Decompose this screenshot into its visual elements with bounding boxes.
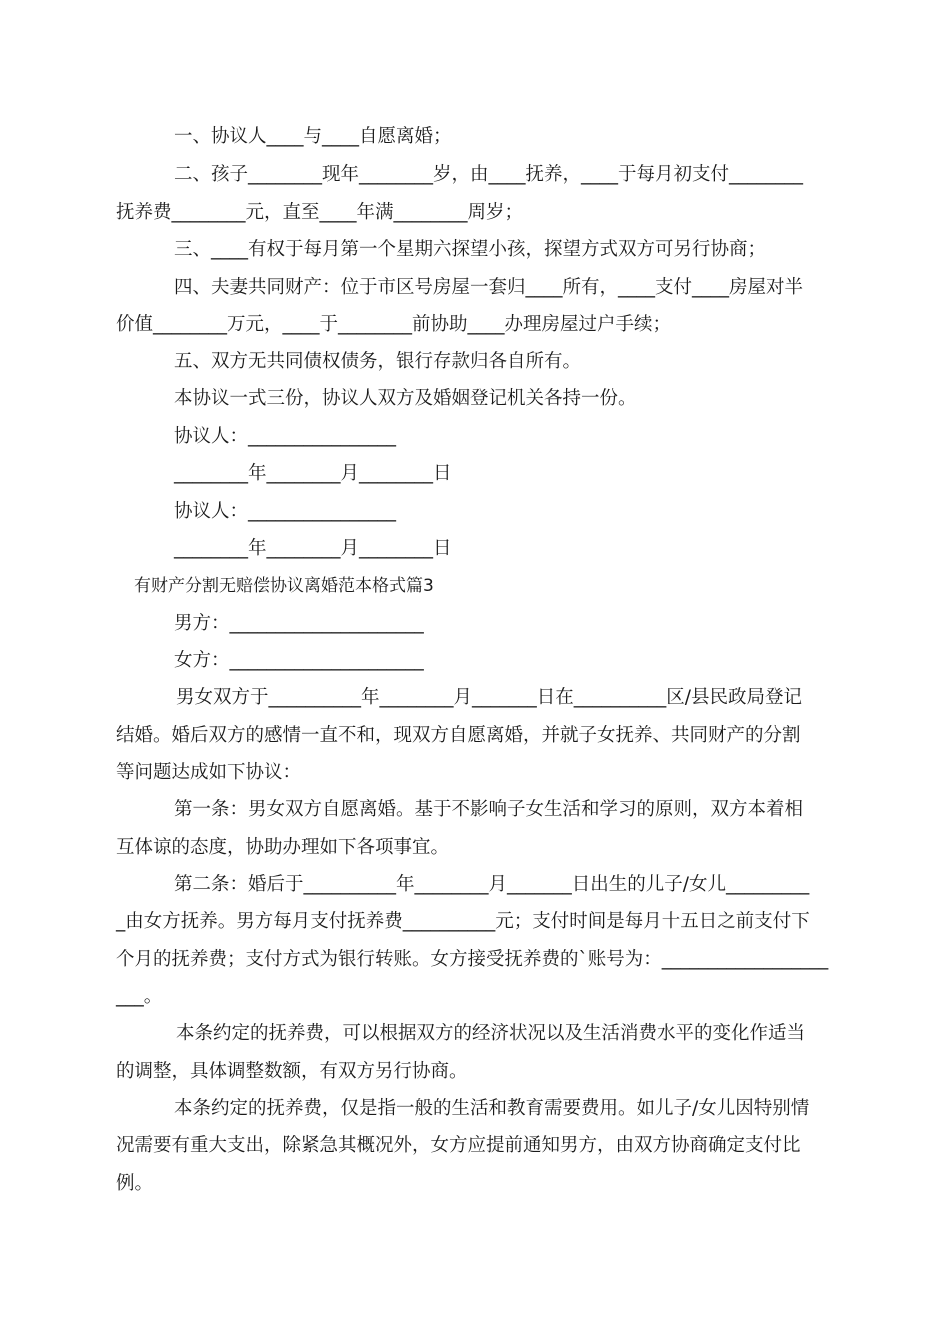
marriage-registration-line-1: 男女双方于__________年________月_______日在__________区/县民政局登记 xyxy=(176,687,802,708)
male-party-field: 男方：_____________________ xyxy=(174,613,424,634)
copies-statement: 本协议一式三份，协议人双方及婚姻登记机关各持一份。 xyxy=(174,388,637,409)
support-scope-line-2: 况需要有重大支出，除紧急其概况外，女方应提前通知男方，由双方协商确定支付比 xyxy=(116,1135,801,1156)
marriage-registration-line-3: 等问题达成如下协议： xyxy=(116,762,302,783)
clause-2-child-line-2: 抚养费________元，直至____年满________周岁； xyxy=(116,202,524,223)
clause-3-visitation: 三、____有权于每月第一个星期六探望小孩，探望方式双方可另行协商； xyxy=(174,239,767,260)
clause-5-debts: 五、双方无共同债权债务，银行存款归各自所有。 xyxy=(174,351,582,372)
article-2-line-2: _由女方抚养。男方每月支付抚养费__________元；支付时间是每月十五日之前支付下 xyxy=(116,911,810,932)
support-adjustment-line-1: 本条约定的抚养费，可以根据双方的经济状况以及生活消费水平的变化作适当 xyxy=(176,1023,806,1044)
support-scope-line-1: 本条约定的抚养费，仅是指一般的生活和教育需要费用。如儿子/女儿因特别情 xyxy=(174,1098,810,1119)
article-2-line-1: 第二条：婚后于__________年________月_______日出生的儿子/女儿_________ xyxy=(174,874,810,895)
clause-4-property-line-1: 四、夫妻共同财产：位于市区号房屋一套归____所有，____支付____房屋对半 xyxy=(174,277,804,298)
support-scope-line-3: 例。 xyxy=(116,1173,154,1194)
article-1-line-2: 互体谅的态度，协助办理如下各项事宜。 xyxy=(116,837,450,858)
section-heading: 有财产分割无赔偿协议离婚范本格式篇3 xyxy=(134,576,434,596)
support-adjustment-line-2: 的调整，具体调整数额，有双方另行协商。 xyxy=(116,1061,468,1082)
article-1-line-1: 第一条：男女双方自愿离婚。基于不影响子女生活和学习的原则，双方本着相 xyxy=(174,799,804,820)
article-2-line-4: ___。 xyxy=(116,986,163,1007)
marriage-registration-line-2: 结婚。婚后双方的感情一直不和，现双方自愿离婚，并就子女抚养、共同财产的分割 xyxy=(116,725,801,746)
clause-2-child-line-1: 二、孩子________现年________岁，由____抚养，____于每月初支付________ xyxy=(174,164,804,185)
date-line-2: ________年________月________日 xyxy=(174,538,452,559)
signature-party-2: 协议人：________________ xyxy=(174,501,397,522)
date-line-1: ________年________月________日 xyxy=(174,463,452,484)
article-2-line-3: 个月的抚养费；支付方式为银行转账。女方接受抚养费的`账号为：__________________ xyxy=(116,949,829,970)
signature-party-1: 协议人：________________ xyxy=(174,426,397,447)
female-party-field: 女方：_____________________ xyxy=(174,650,424,671)
clause-4-property-line-2: 价值________万元，____于________前协助____办理房屋过户手续； xyxy=(116,314,672,335)
clause-1-parties: 一、协议人____与____自愿离婚； xyxy=(174,126,452,147)
